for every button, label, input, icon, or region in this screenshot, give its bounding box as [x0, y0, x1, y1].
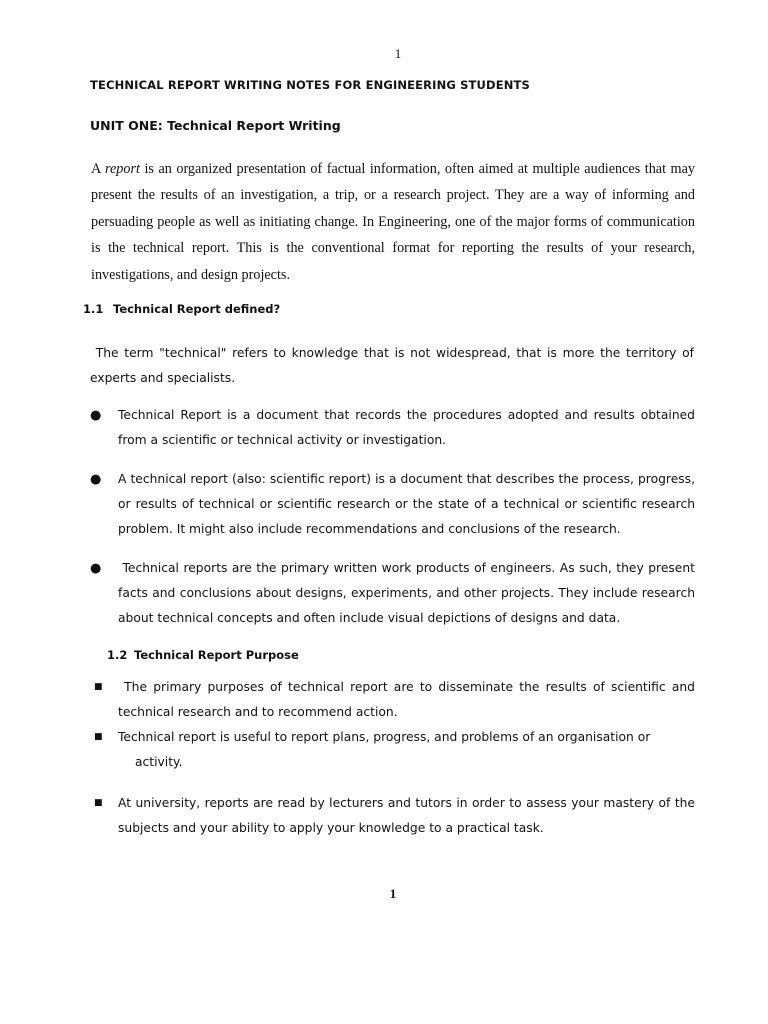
round-bullet-icon: ● — [90, 561, 102, 576]
square-bullet-icon: ■ — [94, 732, 103, 742]
definition-text: The term "technical" refers to knowledge that is not widespread, that is more the territory of experts and specialists. — [90, 346, 694, 385]
list-item-text-hanging: activity. — [135, 755, 183, 769]
unit-heading: UNIT ONE: Technical Report Writing — [90, 118, 341, 133]
intro-text: is an organized presentation of factual information, often aimed at multiple audiences that may present the results of an investigation, a trip, or a research project. They are a way of informing and persuading people as well as initiating change. In Engineering, one of the major forms of communication is the technical report. This is the conventional format for reporting the results of your research, investigations, and design projects. — [91, 161, 695, 283]
intro-paragraph — [91, 156, 695, 288]
list-item-text: Technical Report is a document that records the procedures adopted and results obtained from a scientific or technical activity or investigation. — [118, 408, 695, 447]
list-item — [90, 403, 695, 453]
list-item — [90, 725, 695, 775]
section-heading-1-2 — [107, 648, 299, 662]
page-number-top: 1 — [394, 46, 402, 61]
intro-prefix: A — [91, 161, 105, 177]
round-bullet-icon: ● — [90, 472, 102, 487]
section-title: Technical Report Purpose — [134, 648, 299, 662]
list-item-text — [118, 675, 695, 725]
document-title: TECHNICAL REPORT WRITING NOTES FOR ENGINEERING STUDENTS — [90, 78, 530, 92]
list-item-text-inner: Technical reports are the primary written work products of engineers. As such, they present facts and conclusions about designs, experiments, and other projects. They include research about technical concepts and often include visual depictions of designs and data. — [118, 561, 695, 625]
section-title: Technical Report defined? — [113, 302, 281, 316]
section-number: 1.1 — [83, 302, 104, 316]
intro-emphasis: report — [104, 161, 140, 177]
list-item — [90, 675, 695, 725]
definition-paragraph — [90, 341, 694, 391]
list-item-text-line: Technical report is useful to report plans, progress, and problems of an organisation or — [118, 730, 651, 744]
square-bullet-icon: ■ — [94, 798, 103, 808]
list-item — [90, 467, 695, 542]
page-number-bottom: 1 — [389, 886, 397, 901]
list-item-text: A technical report (also: scientific report) is a document that describes the process, progress, or results of technical or scientific research or the state of a technical or scientific research problem. It might also include recommendations and conclusions of the research. — [118, 472, 695, 536]
section-heading-1-1 — [83, 302, 280, 316]
round-bullet-icon: ● — [90, 408, 102, 423]
list-item-text-inner: The primary purposes of technical report are to disseminate the results of scientific and technical research and to recommend action. — [118, 680, 695, 719]
list-item-text — [118, 725, 695, 775]
list-item — [90, 556, 695, 631]
list-item-text: At university, reports are read by lecturers and tutors in order to assess your mastery of the subjects and your ability to apply your knowledge to a practical task. — [118, 796, 695, 835]
list-item-text — [118, 556, 695, 631]
section-number: 1.2 — [107, 648, 128, 662]
square-bullet-icon: ■ — [94, 682, 103, 692]
list-item — [90, 791, 695, 841]
